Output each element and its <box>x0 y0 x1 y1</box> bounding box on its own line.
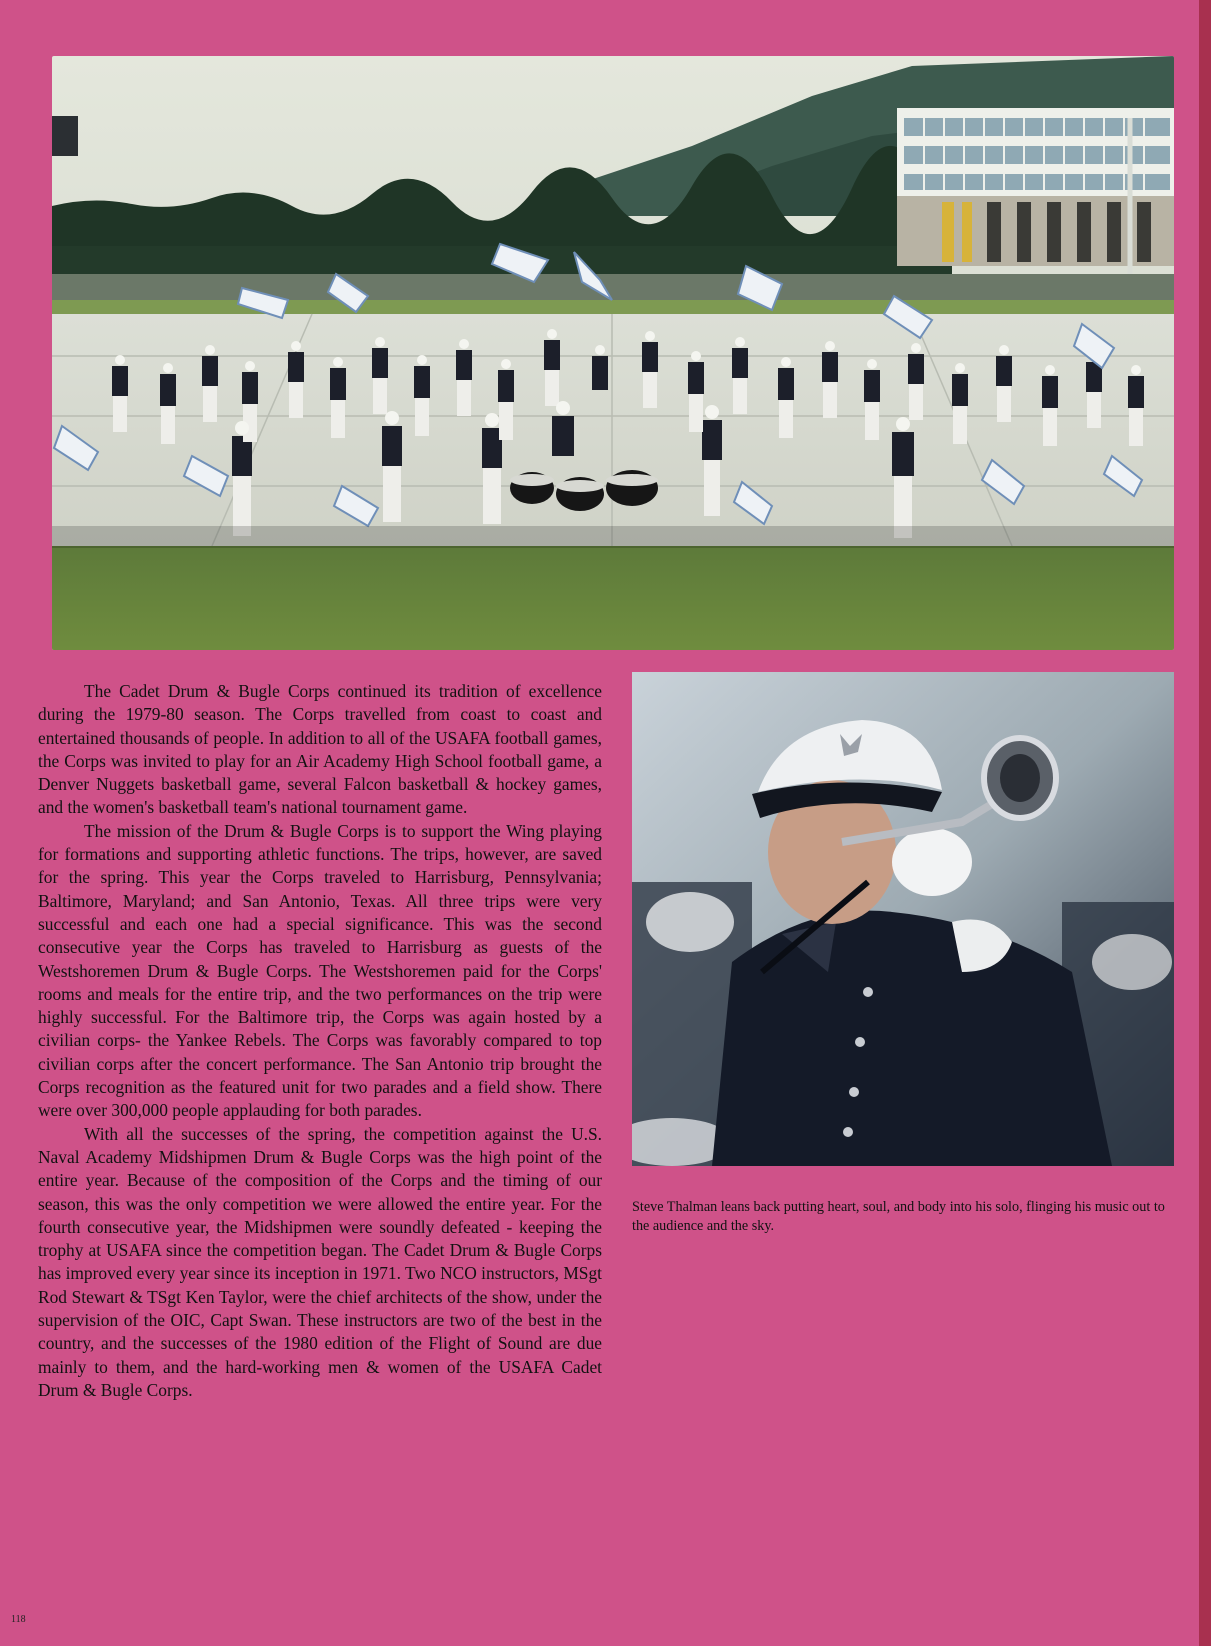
article-paragraph-2: The mission of the Drum & Bugle Corps is to support the Wing playing for formations and supporting athletic functions. The trips, however, are saved for the spring. This year the Corps traveled to Harrisburg, Pennsylvania; Baltimore, Maryland; and San Antonio, Texas. All three trips were very successful and each one had a special significance. This was the second consecutive year the Corps has traveled to Harrisburg as guests of the Westshoremen Drum & Bugle Corps. The Westshoremen paid for the Corps' rooms and meals for the entire trip, and the two performances on the trip were highly successful. For the Baltimore trip, the Corps was again hosted by a civilian corps- the Yankee Rebels. The Corps was favorably compared to top civilian corps after the concert performance. The San Antonio trip brought the Corps recognition as the featured unit for two parades and a field show. There were over 300,000 people applauding for both parades. <box>38 820 602 1121</box>
bugler-photo <box>632 672 1174 1166</box>
article-paragraph-3: With all the successes of the spring, the competition against the U.S. Naval Academy Midshipmen Drum & Bugle Corps was the high point of the entire year. Because of the composition of the Corps and the timing of our season, this was the only competition we were allowed the entire year. For the fourth consecutive year, the Midshipmen were soundly defeated - keeping the trophy at USAFA since the competition began. The Cadet Drum & Bugle Corps has improved every year since its inception in 1971. Two NCO instructors, MSgt Rod Stewart & TSgt Ken Taylor, were the chief architects of the show, under the supervision of the OIC, Capt Swan. These instructors are two of the best in the country, and the successes of the 1980 edition of the Flight of Sound are due mainly to them, and the hard-working men & women of the USAFA Cadet Drum & Bugle Corps. <box>38 1123 602 1400</box>
article-body <box>38 680 602 1402</box>
photo-caption: Steve Thalman leans back putting heart, soul, and body into his solo, flinging his music out to the audience and the sky. <box>632 1199 1165 1234</box>
article-paragraph-1: The Cadet Drum & Bugle Corps continued its tradition of excellence during the 1979-80 season. The Corps travelled from coast to coast and entertained thousands of people. In addition to all of the USAFA football games, the Corps was invited to play for an Air Academy High School football game, a Denver Nuggets basketball game, several Falcon basketball & hockey games, and the women's basketball team's national tournament game. <box>38 681 602 818</box>
bugler-illustration <box>632 672 1174 1166</box>
corps-formation-photo <box>52 56 1174 650</box>
page-number: 118 <box>11 1614 26 1625</box>
corps-formation-illustration <box>52 56 1174 650</box>
page-edge-shadow <box>1199 0 1211 1646</box>
